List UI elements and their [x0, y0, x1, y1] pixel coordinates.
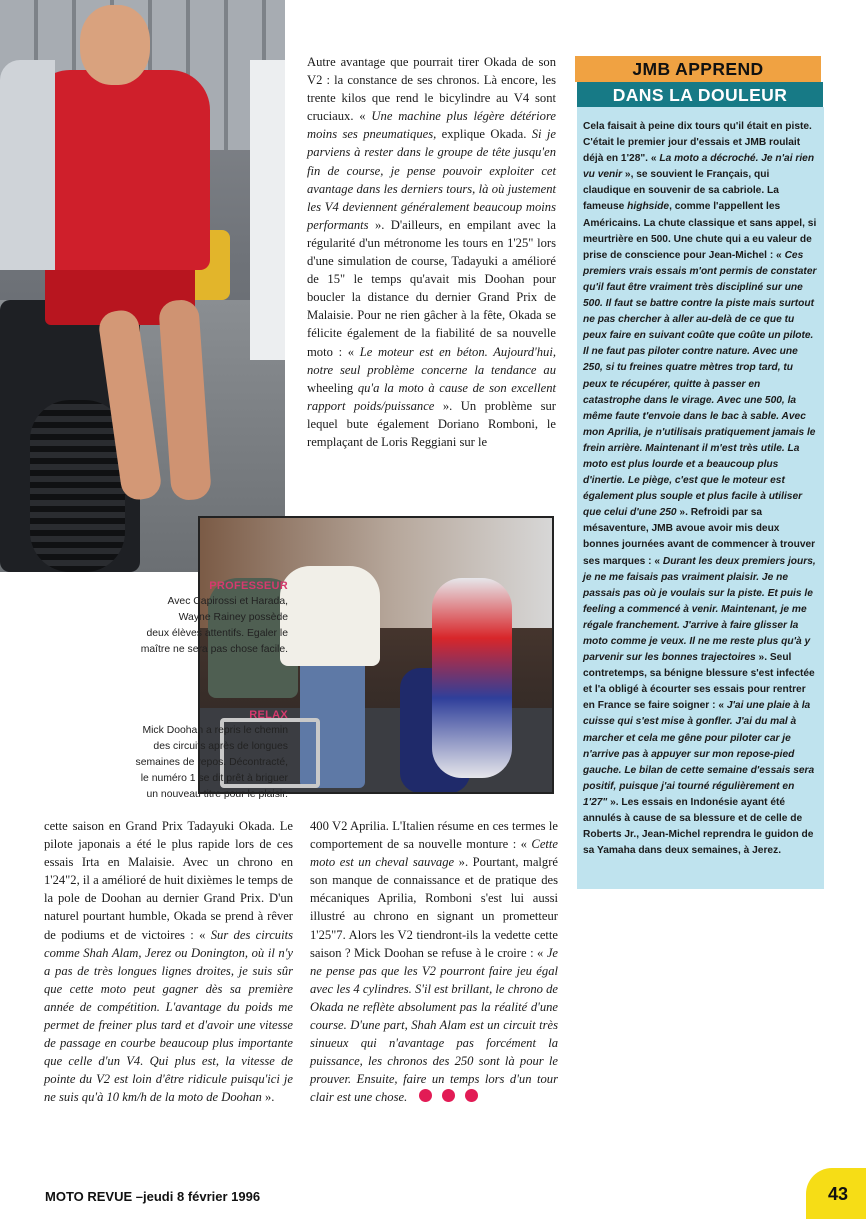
page-number: 43 — [828, 1184, 849, 1204]
italic-run: qu'a la moto à cause de son excellent rapport poids/puissance — [307, 380, 556, 413]
text-run: , comme l'appellent les Américains. La chute classique et sans appel, si meurtrière en 500. Une chute qui a eu valeur de prise de conscience pour Jean-Michel : « — [583, 201, 817, 261]
publication-date: –jeudi 8 février 1996 — [135, 1189, 261, 1204]
text-run: cette saison en Grand Prix Tadayuki Okada. Le pilote japonais a été le plus rapide lors de ces essais Irta en Malaisie. Avec un chrono en 1'24"2, il a amélioré de huit dixièmes le temps de la pole de Doohan au dernier Grand Prix. D'un naturel pourtant humble, Okada se prend à rêver de podiums et de victoires : « — [44, 819, 293, 942]
paragraph — [310, 817, 558, 1108]
paragraph — [307, 53, 556, 451]
text-run: Cela faisait à peine dix tours qu'il était en piste. C'était le premier jour d'essais et JMB roulait déjà en 1'28". « — [583, 121, 812, 165]
text-run: ». Les essais en Indonésie ayant été annulés à cause de sa blessure et de celle de Roberts Jr., Jean-Michel reprendra le guidon de sa Yamaha dans deux semaines, à Jerez. — [583, 796, 814, 857]
text-run: ». Seul contretemps, sa bénigne blessure s'est infectée et l'a obligé à écourter ses essais pour rentrer en France se faire soigner : « — [583, 652, 815, 712]
text-run: », se souvient le Français, qui claudique en souvenir de sa cabriole. La fameuse — [583, 169, 779, 213]
caption-line: semaines de repos. Décontracté, — [135, 757, 288, 768]
text-run: ». D'ailleurs, en empilant avec la régularité d'un métronome les tours en 1'25" lors d'une simulation de course, Tadayuki a amélioré de 15" le temps qu'avait mis Doohan pour boucler la distance du dernier Grand Prix de Malaisie. Pour ne rien gâcher à la fête, Okada se félicite également de la fiabilité de sa nouvelle moto : « — [307, 217, 556, 359]
italic-run: J'ai une plaie à la cuisse qui s'est mise à gonfler. J'ai du mal à marcher et cela me gêne pour piloter car je n'arrive pas à appuyer sur mon repose-pied gauche. Le bilan de cette semaine d'essais sera positif, puisque j'ai tourné régulièrement en 1'27" — [583, 700, 815, 808]
italic-run: Durant les deux premiers jours, je ne me faisais pas vraiment plaisir. Je ne passais pas où je voulais sur la piste. Et puis le feeling a commencé à venir. Maintenant, je me régale franchement. J'arrive à faire glisser la moto comme je veux. Il ne me reste plus qu'à y parvenir sur les bonnes trajectoires — [583, 555, 816, 664]
article-column-bottom-right — [310, 817, 558, 1108]
caption-line: Wayne Rainey possède — [178, 612, 288, 623]
article-column-bottom-left — [44, 817, 293, 1107]
text-run: explique Okada. — [436, 127, 532, 142]
caption-line: Mick Doohan a repris le chemin — [142, 725, 288, 736]
caption-relax — [28, 707, 288, 803]
caption-line: deux élèves attentifs. Egaler le — [146, 628, 288, 639]
italic-run: Si je parviens à rester dans le groupe de tête jusqu'en fin de course, je pense pouvoir exploiter cet avantage dans les derniers tours, là où justement les V4 deviennent généralement beaucoup moins performants — [307, 127, 556, 232]
publication-name: MOTO REVUE — [45, 1189, 133, 1204]
text-run: ». Pourtant, malgré son manque de connaissance et de pratique des mécaniques Aprilia, Romboni s'est lui aussi illustré au chrono en signant un prometteur 1'25"7. Alors les V2 tiendront-ils la vedette cette saison ? Mick Doohan se refuse à le croire : « — [310, 855, 558, 960]
caption-line: maître ne sera pas chose facile. — [140, 644, 288, 655]
caption-line: le numéro 1 se dit prêt à briguer — [140, 773, 288, 784]
article-column-top — [307, 53, 556, 451]
text-run: ». Refroidi par sa mésaventure, JMB avoue avoir mis deux bonnes journées avant de commencer à trouver ses marques : « — [583, 507, 816, 567]
caption-title: RELAX — [249, 709, 288, 721]
caption-line: Avec Capirossi et Harada, — [167, 596, 288, 607]
text-run: wheeling — [307, 380, 358, 395]
sidebar-title-line1: JMB APPREND — [575, 56, 821, 82]
italic-run: Sur des circuits comme Shah Alam, Jerez ou Donington, où il n'y a pas de très longues lignes droites, je suis sûr que cette moto peut gagner dès sa première année de compétition. L'avantage du poids me permet de freiner plus tard et d'avoir une vitesse de passage en courbe beaucoup plus importante que celle d'un V4. Qui plus est, la vitesse de pointe du V2 est loin d'être ridicule puisqu'ici je ne suis qu'à 10 km/h de la moto de Doohan — [44, 927, 293, 1105]
italic-run: Je ne pense pas que les V2 pourront faire jeu égal avec les 4 cylindres. S'il est brillant, le chrono de Okada ne reflète absolument pas la réalité d'une course. D'une part, Shah Alam est un circuit très sinueux qui n'avantage pas forcément la puissance, les chronos des 250 sont là pour le prouver. Ensuite, faire un temps lors d'un tour clair est une chose. — [310, 945, 558, 1105]
caption-professeur — [28, 578, 288, 658]
italic-run: highside — [627, 201, 670, 213]
footer-publication — [45, 1189, 260, 1204]
paragraph — [44, 817, 293, 1107]
sidebar-text — [583, 119, 818, 859]
text-run: 400 V2 Aprilia. L'Italien résume en ces termes le comportement de sa nouvelle monture : « — [310, 819, 558, 852]
end-of-article-dots-icon — [409, 1089, 478, 1107]
italic-run: Ces premiers vrais essais m'ont permis de constater qu'il faut être vraiment très discipliné sur une 500. Il faut se battre contre la piste mais surtout ne pas chercher à aller au-delà de ce que tu peux faire en suivant coûte que coûte un pilote. Il ne faut pas piloter contre nature. Avec une 250, si tu freines quatre mètres trop tard, tu peux te récupérer, quitte à passer en catastrophe dans le virage. Avec une 500, la même faute t'envoie dans le bac à sable. Avec mon Aprilia, je n'utilisais pratiquement jamais le frein arrière. Maintenant il m'est très utile. La moto est plus lourde et a beaucoup plus d'inertie. Le piège, c'est que le moteur est également plus souple et plus facile à utiliser que celui d'une 250 — [583, 249, 817, 519]
text-run: ». — [261, 1090, 275, 1105]
photo-mechanics-pit — [0, 0, 285, 572]
caption-line: un nouveau titre pour le plaisir. — [146, 789, 288, 800]
caption-title: PROFESSEUR — [209, 580, 288, 592]
italic-run: Une machine plus légère détériore moins ses pneumatiques, — [307, 109, 556, 142]
italic-run: Le moteur est en béton. Aujourd'hui, notre seul problème concerne la tendance au — [307, 344, 556, 377]
text-run: ». Un problème sur lequel bute également Doriano Romboni, le remplaçant de Loris Reggiani sur le — [307, 398, 556, 449]
caption-line: des circuits après de longues — [153, 741, 288, 752]
italic-run: La moto a décroché. Je n'ai rien vu venir — [583, 153, 815, 181]
text-run: Autre avantage que pourrait tirer Okada de son V2 : la constance de ses chronos. Là encore, les trente kilos que rend le bicylindre au V4 sont cruciaux. « — [307, 55, 556, 124]
sidebar-title-line2: DANS LA DOULEUR — [577, 82, 823, 108]
italic-run: Cette moto est un cheval sauvage — [310, 837, 558, 870]
